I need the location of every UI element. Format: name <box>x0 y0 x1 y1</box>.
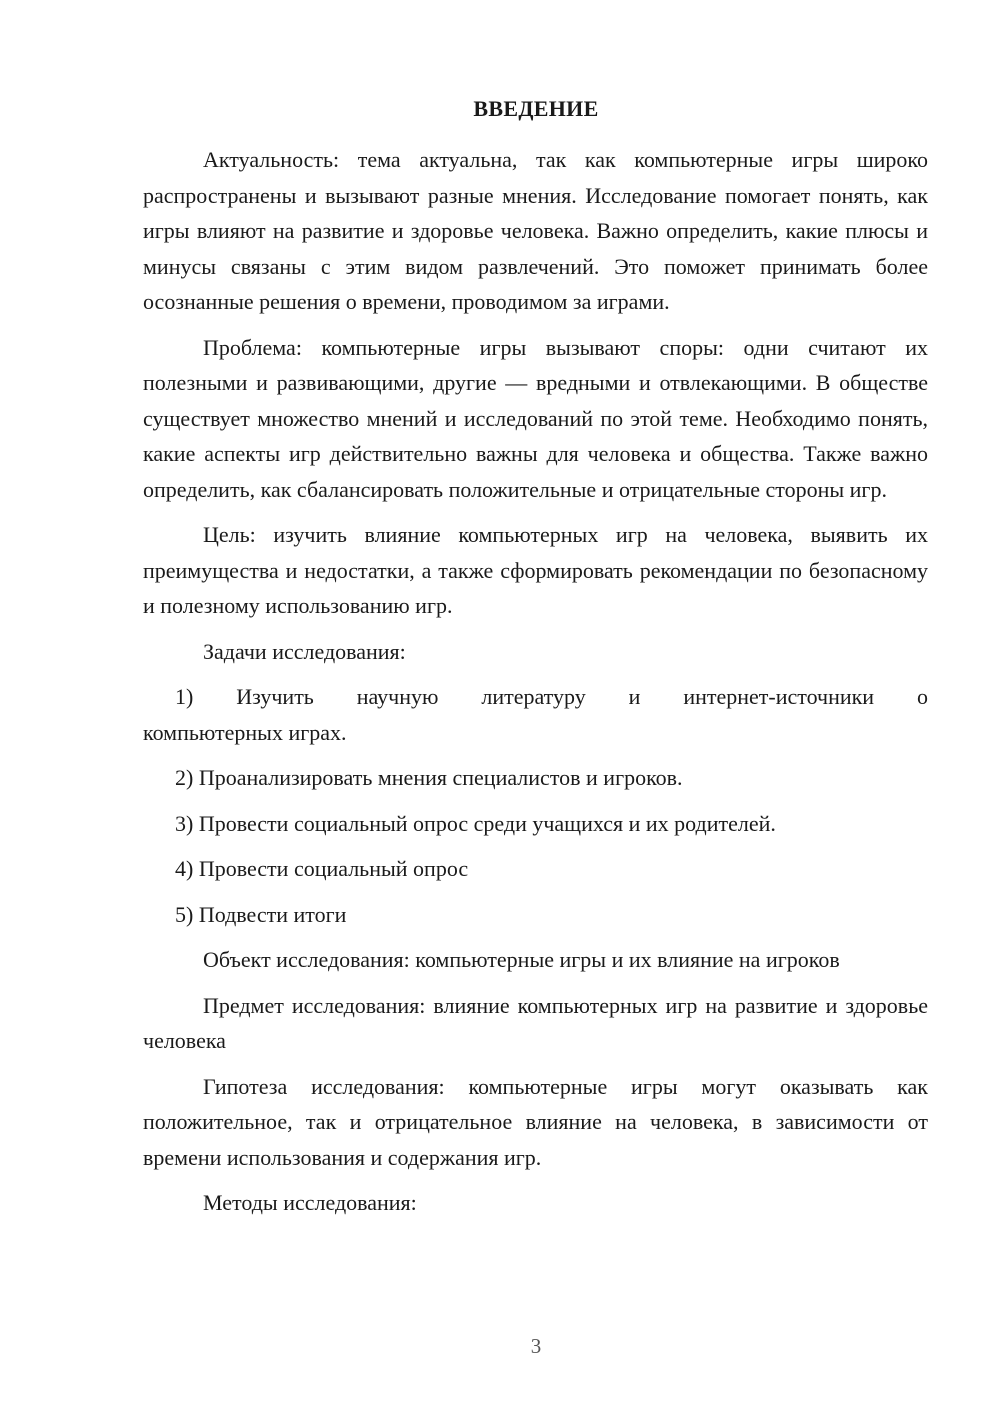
task-item-1-line1: 1) Изучить научную литературу и интернет-источники о <box>175 684 928 709</box>
task-item-1 <box>143 679 928 750</box>
task-item-1-line2: компьютерных играх. <box>143 719 347 745</box>
paragraph-object: Объект исследования: компьютерные игры и их влияние на игроков <box>203 947 840 972</box>
paragraph-problem: Проблема: компьютерные игры вызывают споры: одни считают их полезными и развивающими, другие — вредными и отвлекающими. В обществе существует множество мнений и исследований по этой теме. Необходимо понять, какие аспекты игр действительно важны для человека и общества. Также важно определить, как сбалансировать положительные и отрицательные стороны игр. <box>143 334 928 502</box>
paragraph-goal: Цель: изучить влияние компьютерных игр на человека, выявить их преимущества и недостатки, а также сформировать рекомендации по безопасному и полезному использованию игр. <box>143 522 928 618</box>
paragraph-relevance: Актуальность: тема актуальна, так как компьютерные игры широко распространены и вызывают разные мнения. Исследование помогает понять, как игры влияют на развитие и здоровье человека. Важно определить, какие плюсы и минусы связаны с этим видом развлечений. Это поможет принимать более осознанные решения о времени, проводимом за играми. <box>143 147 928 314</box>
document-body <box>143 142 928 1231</box>
task-item-5: 5) Подвести итоги <box>175 901 347 927</box>
task-item-3: 3) Провести социальный опрос среди учащихся и их родителей. <box>175 810 776 836</box>
paragraph-subject: Предмет исследования: влияние компьютерных игр на развитие и здоровье человека <box>143 992 928 1053</box>
methods-heading: Методы исследования: <box>203 1190 417 1215</box>
tasks-heading: Задачи исследования: <box>203 638 406 664</box>
task-item-4: 4) Провести социальный опрос <box>175 856 469 881</box>
page-number: 3 <box>530 1334 542 1358</box>
page-title: ВВЕДЕНИЕ <box>473 96 599 121</box>
task-item-2: 2) Проанализировать мнения специалистов и игроков. <box>175 765 683 790</box>
paragraph-hypothesis: Гипотеза исследования: компьютерные игры могут оказывать как положительное, так и отрицательное влияние на человека, в зависимости от времени использования и содержания игр. <box>143 1073 928 1170</box>
